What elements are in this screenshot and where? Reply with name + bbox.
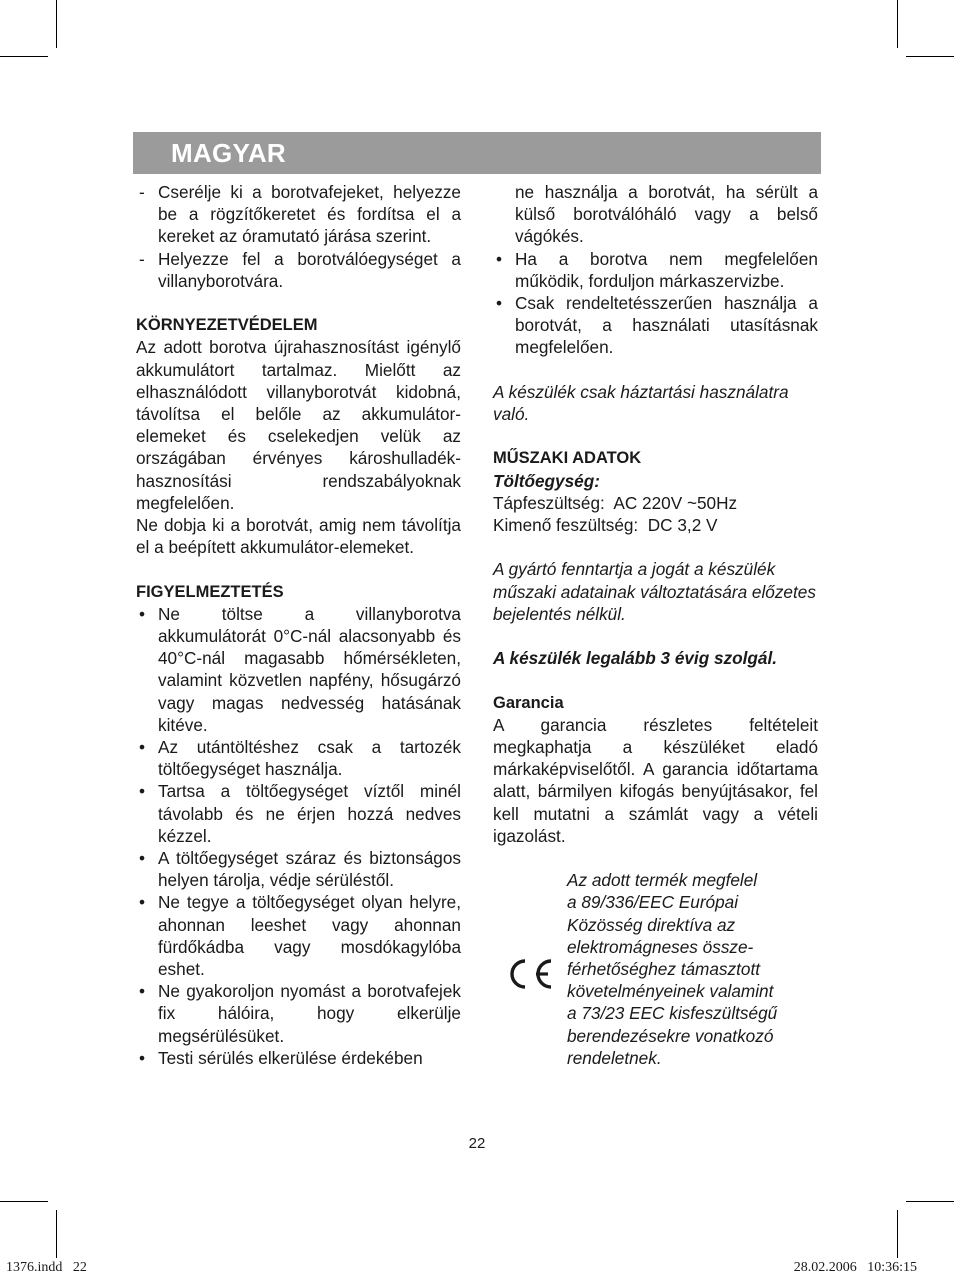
- ce-text-line: berendezésekre vonatkozó: [567, 1025, 774, 1046]
- file-slug: 1376.indd 22: [6, 1260, 87, 1275]
- crop-mark: [906, 56, 954, 57]
- language-title: MAGYAR: [171, 138, 286, 168]
- crop-mark: [897, 0, 898, 48]
- list-marker: •: [496, 248, 503, 269]
- crop-mark: [56, 0, 57, 48]
- warning-heading: FIGYELMEZTETÉS: [136, 582, 284, 601]
- list-item-text: Testi sérülés elkerülése érdekében: [158, 1047, 423, 1068]
- list-item-text: Ne tegye a töltőegységet olyan helyre, ahonnan leeshet vagy ahonnan fürdőkádba vagy mosdókagylóba eshet.: [158, 892, 461, 980]
- list-item: [136, 847, 461, 891]
- list-marker: •: [139, 848, 146, 869]
- crop-mark: [0, 56, 48, 57]
- list-item: [136, 603, 461, 736]
- right-column: [493, 181, 818, 1069]
- language-header-bar: [133, 132, 821, 174]
- supply-voltage: Tápfeszültség: AC 220V ~50Hz: [493, 492, 738, 513]
- list-item-text: Az utántöltéshez csak a tartozék töltőegységet használja.: [158, 737, 461, 780]
- ce-conformity-block: [493, 869, 818, 1069]
- ce-text-line: elektromágneses össze-: [567, 936, 754, 957]
- ce-text-line: követelményeinek valamint: [567, 981, 774, 1002]
- crop-mark: [56, 1210, 57, 1258]
- ce-text-line: férhetőséghez támasztott: [567, 959, 760, 980]
- list-item: [136, 181, 461, 248]
- crop-mark: [906, 1201, 954, 1202]
- specification-change-note: A gyártó fenntartja a jogát a készülék műszaki adatainak változtatására előzetes bejelentés nélkül.: [493, 559, 816, 624]
- list-item-text: Ha a borotva nem megfelelően működik, forduljon márkaszervizbe.: [515, 248, 818, 291]
- list-marker: -: [139, 248, 145, 269]
- list-item-text: A töltőegységet száraz és biztonságos helyen tárolja, védje sérüléstől.: [158, 848, 461, 891]
- ce-text-line: a 89/336/EEC Európai: [567, 892, 739, 913]
- environment-paragraph-2: Ne dobja ki a borotvát, amig nem távolítja el a beépített akkumulátor-elemeket.: [136, 515, 461, 558]
- warranty-heading: Garancia: [493, 693, 564, 712]
- list-item: [136, 736, 461, 780]
- ce-text-line: Az adott termék megfelel: [567, 870, 758, 891]
- crop-mark: [897, 1210, 898, 1258]
- warning-list-continued: [493, 248, 818, 359]
- list-marker: -: [139, 182, 145, 202]
- charger-label: Töltőegység:: [493, 470, 600, 491]
- list-item: [136, 248, 461, 292]
- warranty-text: A garancia részletes feltételeit megkaphatja a készüléket eladó márkaképviselőtől. A garancia időtartama alatt, bármilyen kifogás benyújtásakor, fel kell mutatni a számlát vagy a vételi igazolást.: [493, 714, 818, 846]
- ce-text-line: rendeletnek.: [567, 1047, 662, 1068]
- list-item-text: Tartsa a töltőegységet víztől minél távolabb és ne érjen hozzá nedves kézzel.: [158, 781, 461, 846]
- list-marker: •: [139, 981, 146, 1002]
- list-marker: •: [139, 781, 146, 802]
- dash-list: [136, 181, 461, 292]
- list-item-text: Cserélje ki a borotvafejeket, helyezze be a rögzítőkeretet és fordítsa el a kereket az óramutató járása szerint.: [158, 182, 461, 247]
- list-item-text: Ne gyakoroljon nyomást a borotvafejek fix hálóira, hogy elkerülje megsérülésüket.: [158, 981, 461, 1046]
- list-marker: •: [139, 603, 146, 624]
- warning-list: [136, 603, 461, 1069]
- technical-data-heading: MŰSZAKI ADATOK: [493, 449, 642, 468]
- household-note: A készülék csak háztartási használatra való.: [493, 381, 789, 425]
- output-voltage: Kimenő feszültség: DC 3,2 V: [493, 515, 718, 536]
- left-column: [136, 181, 461, 1069]
- list-item: [136, 780, 461, 847]
- list-item: [493, 292, 818, 359]
- environment-heading: KÖRNYEZETVÉDELEM: [136, 316, 318, 335]
- list-marker: •: [139, 737, 146, 758]
- list-marker: •: [496, 293, 503, 314]
- service-life-note: A készülék legalább 3 évig szolgál.: [493, 648, 778, 669]
- list-item: [136, 1047, 461, 1069]
- list-marker: •: [139, 1047, 146, 1068]
- crop-mark: [0, 1201, 48, 1202]
- environment-paragraph: Az adott borotva újrahasznosítást igénylő akkumulátort tartalmaz. Mielőtt az elhasználódott villanyborotvát kidobná, távolítsa el belőle az akkumulátor-elemeket és cselekedjen velük az országában érvényes károshulladék-hasznosítási rendszabályoknak megfelelően.: [136, 337, 461, 513]
- list-item: [493, 248, 818, 292]
- warning-continuation: ne használja a borotvát, ha sérült a külső borotválóháló vagy a belső vágókés.: [515, 182, 818, 247]
- ce-mark-icon: [505, 957, 555, 991]
- list-marker: •: [139, 892, 146, 913]
- list-item: [136, 980, 461, 1047]
- list-item-text: Ne töltse a villanyborotva akkumulátorát 0°C-nál alacsonyabb és 40°C-nál magasabb hőmérsékleten, valamint közvetlen napfény, hősugárzó vagy magas nedvesség hatásának kitéve.: [158, 603, 461, 735]
- ce-conformity-text: [567, 869, 817, 1069]
- date-slug: 28.02.2006 10:36:15: [793, 1260, 917, 1275]
- ce-text-line: Közösség direktíva az: [567, 914, 736, 935]
- list-item-text: Helyezze fel a borotválóegységet a villanyborotvára.: [158, 248, 461, 291]
- list-item-text: Csak rendeltetésszerűen használja a borotvát, a használati utasításnak megfelelően.: [515, 293, 818, 358]
- ce-text-line: a 73/23 EEC kisfeszültségű: [567, 1003, 778, 1024]
- list-item: [136, 891, 461, 980]
- page-number: 22: [468, 1135, 486, 1152]
